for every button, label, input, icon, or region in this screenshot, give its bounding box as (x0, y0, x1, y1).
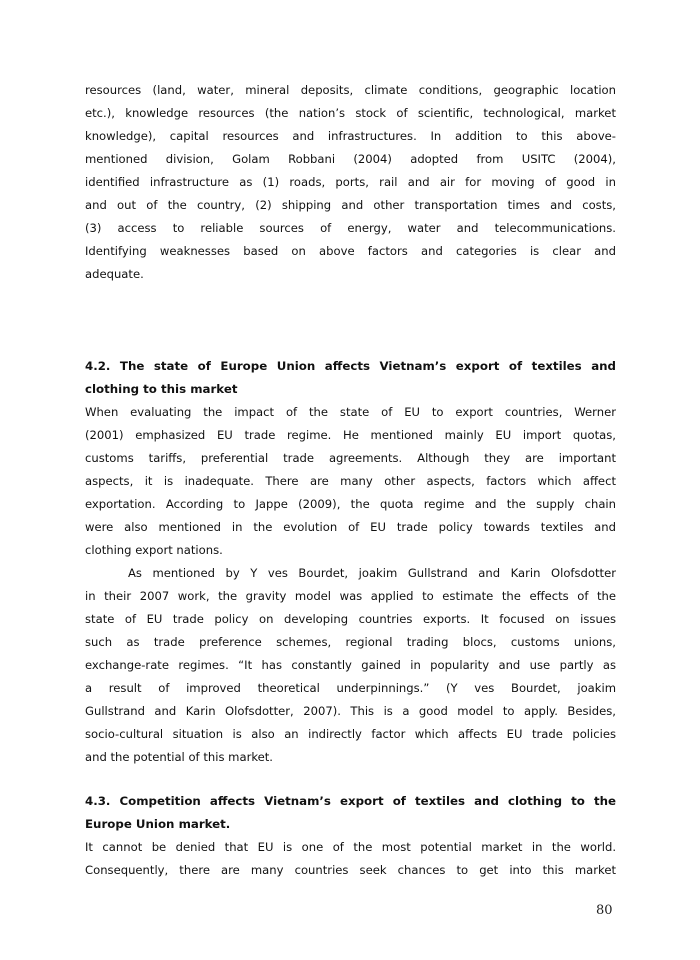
text-line: It cannot be denied that EU is one of the most potential market in the world. (85, 840, 616, 854)
text-line: a result of improved theoretical underpinnings.” (Y ves Bourdet, joakim (85, 681, 616, 695)
text-line: knowledge), capital resources and infrastructures. In addition to this above- (85, 129, 616, 143)
text-line: adequate. (85, 267, 144, 281)
text-line: aspects, it is inadequate. There are many other aspects, factors which affect (85, 474, 616, 488)
text-line: customs tariffs, preferential trade agreements. Although they are important (85, 451, 616, 465)
text-line: state of EU trade policy on developing countries exports. It focused on issues (85, 612, 616, 626)
text-line: such as trade preference schemes, regional trading blocs, customs unions, (85, 635, 616, 649)
document-body (85, 355, 616, 882)
text-line: Gullstrand and Karin Olofsdotter, 2007). This is a good model to apply. Besides, (85, 704, 616, 718)
text-line: and out of the country, (2) shipping and other transportation times and costs, (85, 198, 616, 212)
text-line: and the potential of this market. (85, 750, 273, 764)
text-line: (3) access to reliable sources of energy, water and telecommunications. (85, 221, 616, 235)
text-line: were also mentioned in the evolution of EU trade policy towards textiles and (85, 520, 616, 534)
heading-4-2 (85, 355, 616, 401)
text-line: clothing export nations. (85, 543, 223, 557)
paragraph-gravity-model (85, 562, 616, 769)
text-line: When evaluating the impact of the state of EU to export countries, Werner (85, 405, 616, 419)
text-line: mentioned division, Golam Robbani (2004) adopted from USITC (2004), (85, 152, 616, 166)
paragraph-competition (85, 836, 616, 882)
paragraph-eu-state (85, 401, 616, 562)
text-line: in their 2007 work, the gravity model was applied to estimate the effects of the (85, 589, 616, 603)
text-line: (2001) emphasized EU trade regime. He mentioned mainly EU import quotas, (85, 428, 616, 442)
heading-4-3 (85, 790, 616, 836)
paragraph-resources (85, 79, 616, 286)
heading-line: 4.3. Competition affects Vietnam’s export of textiles and clothing to the (85, 794, 616, 808)
text-line: resources (land, water, mineral deposits, climate conditions, geographic location (85, 83, 616, 97)
text-line: exportation. According to Jappe (2009), the quota regime and the supply chain (85, 497, 616, 511)
heading-line: 4.2. The state of Europe Union affects Vietnam’s export of textiles and (85, 359, 616, 373)
text-line: Identifying weaknesses based on above factors and categories is clear and (85, 244, 616, 258)
page-number: 80 (596, 903, 613, 918)
text-line: Consequently, there are many countries seek chances to get into this market (85, 863, 616, 877)
text-line: identified infrastructure as (1) roads, ports, rail and air for moving of good in (85, 175, 616, 189)
text-line: exchange-rate regimes. “It has constantly gained in popularity and use partly as (85, 658, 616, 672)
text-line: As mentioned by Y ves Bourdet, joakim Gullstrand and Karin Olofsdotter (128, 566, 616, 580)
text-line: socio-cultural situation is also an indirectly factor which affects EU trade policies (85, 727, 616, 741)
section-gap (85, 769, 616, 790)
text-line: etc.), knowledge resources (the nation’s stock of scientific, technological, market (85, 106, 616, 120)
heading-line: clothing to this market (85, 382, 238, 396)
heading-line: Europe Union market. (85, 817, 231, 831)
